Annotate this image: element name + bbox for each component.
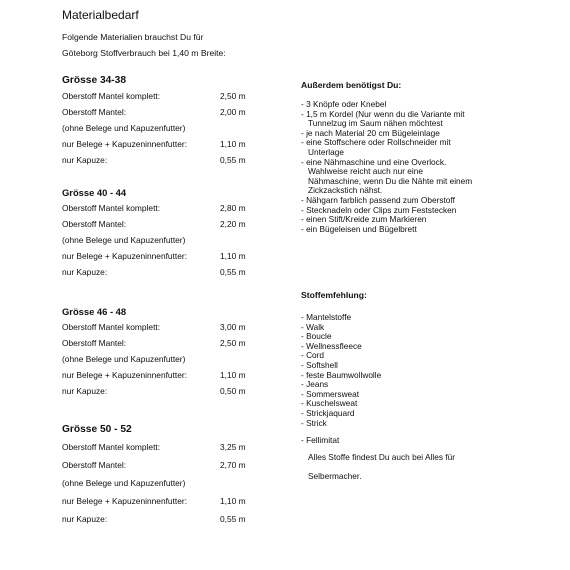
size-row (62, 492, 282, 510)
row-value: 3,25 m (220, 442, 246, 452)
extras-item: - 1,5 m Kordel (Nur wenn du die Variante mit Tunnelzug im Saum nähen möchtest (301, 108, 465, 129)
size-row (62, 88, 282, 104)
size-row (62, 510, 282, 528)
intro-text (62, 29, 302, 61)
fabric-item: - Boucle (301, 331, 332, 342)
intro-line: Folgende Materialien brauchst Du für (62, 32, 204, 42)
row-label: Oberstoff Mantel komplett: (62, 91, 161, 101)
fabrics-heading: Stoffemfehlung: (301, 290, 367, 300)
size-row (62, 383, 282, 399)
extras-heading: Außerdem benötigst Du: (301, 80, 402, 90)
row-label: (ohne Belege und Kapuzenfutter) (62, 235, 186, 245)
size-row (62, 120, 282, 136)
fabric-item: - Wellnessfleece (301, 340, 362, 351)
size-section-50-52 (62, 422, 282, 528)
size-row (62, 152, 282, 168)
row-label: nur Kapuze: (62, 386, 108, 396)
intro-line: Göteborg Stoffverbrauch bei 1,40 m Breite: (62, 48, 226, 58)
page-title: Materialbedarf (62, 8, 139, 22)
row-label: nur Kapuze: (62, 514, 108, 524)
fabric-item: - Walk (301, 321, 325, 332)
size-row (62, 438, 282, 456)
size-row (62, 200, 282, 216)
size-row (62, 136, 282, 152)
size-row (62, 351, 282, 367)
size-row (62, 104, 282, 120)
fabric-item-last: - Fellimitat (301, 435, 340, 446)
size-row (62, 232, 282, 248)
row-label: nur Belege + Kapuzeninnenfutter: (62, 251, 188, 261)
row-value: 1,10 m (220, 251, 246, 261)
size-row (62, 319, 282, 335)
size-row (62, 474, 282, 492)
size-heading: Grösse 34-38 (62, 75, 126, 86)
size-heading: Grösse 46 - 48 (62, 306, 127, 317)
row-label: nur Belege + Kapuzeninnenfutter: (62, 496, 188, 506)
row-label: Oberstoff Mantel: (62, 219, 127, 229)
row-label: Oberstoff Mantel komplett: (62, 442, 161, 452)
row-label: Oberstoff Mantel komplett: (62, 203, 161, 213)
extras-section (301, 80, 531, 234)
extras-item: - ein Bügeleisen und Bügelbrett (301, 223, 417, 234)
fabric-item: - Kuschelsweat (301, 398, 358, 409)
row-label: (ohne Belege und Kapuzenfutter) (62, 478, 186, 488)
fabric-item: - Mantelstoffe (301, 312, 352, 322)
fabric-item: - Sommersweat (301, 388, 360, 399)
fabric-item: - Strickjaquard (301, 407, 355, 418)
size-heading: Grösse 40 - 44 (62, 187, 127, 198)
row-value: 3,00 m (220, 322, 246, 332)
fabrics-note-line: Selbermacher. (308, 471, 362, 482)
extras-item: - eine Stoffschere oder Rollschneider mit Unterlage (301, 137, 451, 157)
size-row (62, 248, 282, 264)
fabric-item: - feste Baumwollwolle (301, 369, 382, 380)
extras-item: - einen Stift/Kreide zum Markieren (301, 214, 427, 225)
row-value: 2,50 m (220, 338, 246, 348)
size-row (62, 216, 282, 232)
extras-item: - je nach Material 20 cm Bügeleinlage (301, 127, 440, 138)
extras-item: - eine Nähmaschine und eine Overlock. Wahlweise reicht auch nur eine Nähmaschine, wenn Du die Nähte mit einem Zickzackstich nähst. (301, 156, 473, 196)
row-value: 1,10 m (220, 139, 246, 149)
size-row (62, 367, 282, 383)
row-label: nur Kapuze: (62, 155, 108, 165)
row-value: 2,50 m (220, 91, 246, 101)
size-heading: Grösse 50 - 52 (62, 424, 132, 435)
extras-item: - 3 Knöpfe oder Knebel (301, 99, 387, 109)
row-label: nur Belege + Kapuzeninnenfutter: (62, 139, 188, 149)
size-row (62, 456, 282, 474)
fabric-item: - Strick (301, 417, 327, 428)
row-value: 2,80 m (220, 203, 246, 213)
fabric-item: - Softshell (301, 359, 338, 370)
row-value: 2,00 m (220, 107, 246, 117)
size-section-34-38 (62, 74, 282, 168)
extras-item: - Stecknadeln oder Clips zum Feststecken (301, 204, 457, 215)
row-label: (ohne Belege und Kapuzenfutter) (62, 354, 186, 364)
fabrics-note-line: Alles Stoffe findest Du auch bei Alles für (308, 452, 455, 463)
row-value: 1,10 m (220, 370, 246, 380)
row-label: Oberstoff Mantel komplett: (62, 322, 161, 332)
row-value: 0,55 m (220, 514, 246, 524)
extras-item: - Nähgarn farblich passend zum Oberstoff (301, 194, 455, 205)
row-label: Oberstoff Mantel: (62, 107, 127, 117)
row-value: 1,10 m (220, 496, 246, 506)
row-label: nur Belege + Kapuzeninnenfutter: (62, 370, 188, 380)
fabric-item: - Cord (301, 350, 325, 361)
size-section-46-48 (62, 305, 282, 399)
row-label: Oberstoff Mantel: (62, 338, 127, 348)
row-value: 2,20 m (220, 219, 246, 229)
row-label: nur Kapuze: (62, 267, 108, 277)
fabrics-section (301, 290, 531, 485)
row-value: 2,70 m (220, 460, 246, 470)
fabric-item: - Jeans (301, 379, 329, 390)
row-label: Oberstoff Mantel: (62, 460, 127, 470)
size-row (62, 335, 282, 351)
row-value: 0,55 m (220, 267, 246, 277)
row-label: (ohne Belege und Kapuzenfutter) (62, 123, 186, 133)
size-section-40-44 (62, 186, 282, 280)
size-row (62, 264, 282, 280)
row-value: 0,50 m (220, 386, 246, 396)
row-value: 0,55 m (220, 155, 246, 165)
